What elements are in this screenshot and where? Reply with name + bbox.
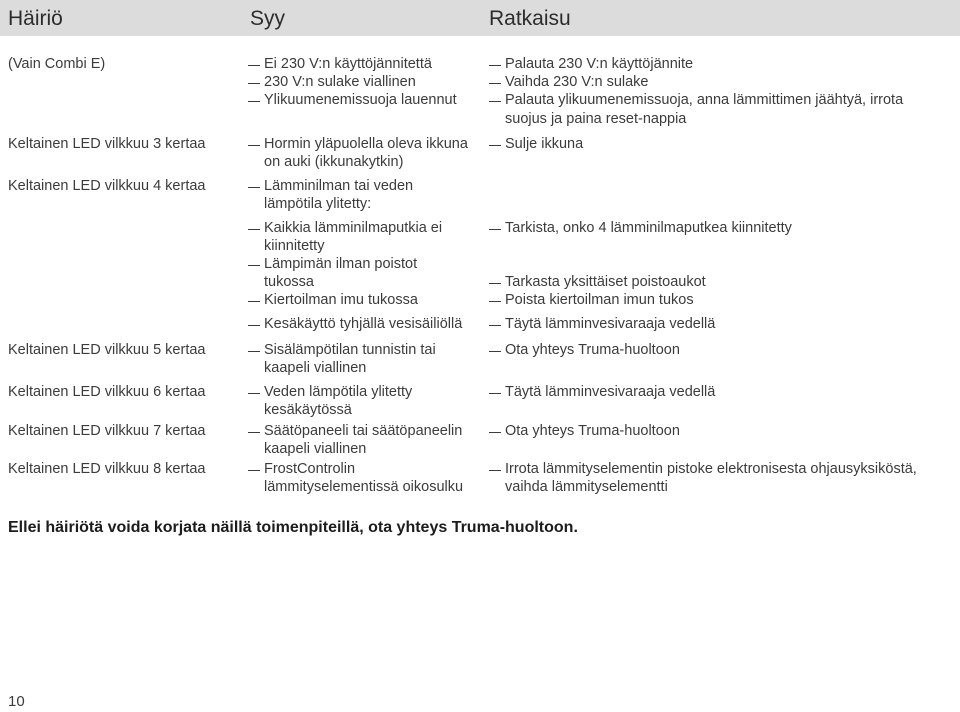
cause-text: Kaikkia lämminilmaputkia ei [264, 220, 443, 236]
bullet-dash [248, 101, 260, 102]
bullet-dash [489, 393, 501, 394]
remedy-text: vaihda lämmityselementti [505, 479, 668, 495]
remedy-text: Täytä lämminvesivaraaja vedellä [505, 384, 716, 400]
cause-text: on auki (ikkunakytkin) [264, 154, 404, 170]
header-fault: Häiriö [8, 7, 63, 30]
remedy-text: suojus ja paina reset-nappia [505, 111, 687, 127]
fault-label: Keltainen LED vilkkuu 8 kertaa [8, 461, 206, 477]
cause-text: Kiertoilman imu tukossa [264, 292, 418, 308]
fault-label: Keltainen LED vilkkuu 3 kertaa [8, 136, 206, 152]
bullet-dash [489, 145, 501, 146]
bullet-dash [489, 351, 501, 352]
cause-text: FrostControlin [264, 461, 356, 477]
bullet-dash [248, 351, 260, 352]
cause-text: Ylikuumenemissuoja lauennut [264, 92, 457, 108]
bullet-dash [248, 229, 260, 230]
bullet-dash [248, 65, 260, 66]
cause-text: kaapeli viallinen [264, 360, 367, 376]
bullet-dash [489, 325, 501, 326]
cause-text: Säätöpaneeli tai säätöpaneelin [264, 423, 463, 439]
cause-text: kesäkäytössä [264, 402, 352, 418]
remedy-text: Täytä lämminvesivaraaja vedellä [505, 316, 716, 332]
bullet-dash [489, 65, 501, 66]
cause-text: lämpötila ylitetty: [264, 196, 372, 212]
fault-label: Keltainen LED vilkkuu 4 kertaa [8, 178, 206, 194]
bullet-dash [489, 301, 501, 302]
remedy-text: Tarkasta yksittäiset poistoaukot [505, 274, 706, 290]
bullet-dash [248, 393, 260, 394]
cause-text: kiinnitetty [264, 238, 325, 254]
bullet-dash [248, 470, 260, 471]
cause-text: 230 V:n sulake viallinen [264, 74, 416, 90]
footer-note: Ellei häiriötä voida korjata näillä toimenpiteillä, ota yhteys Truma-huoltoon. [8, 519, 578, 536]
fault-label: (Vain Combi E) [8, 56, 106, 72]
bullet-dash [489, 229, 501, 230]
fault-label: Keltainen LED vilkkuu 7 kertaa [8, 423, 206, 439]
bullet-dash [248, 432, 260, 433]
cause-text: tukossa [264, 274, 314, 290]
bullet-dash [489, 432, 501, 433]
bullet-dash [248, 187, 260, 188]
remedy-text: Palauta ylikuumenemissuoja, anna lämmittimen jäähtyä, irrota [505, 92, 904, 108]
remedy-text: Palauta 230 V:n käyttöjännite [505, 56, 694, 72]
bullet-dash [248, 145, 260, 146]
header-remedy: Ratkaisu [489, 7, 571, 30]
cause-text: Hormin yläpuolella oleva ikkuna [264, 136, 468, 152]
remedy-text: Irrota lämmityselementin pistoke elektronisesta ohjausyksiköstä, [505, 461, 917, 477]
bullet-dash [489, 283, 501, 284]
cause-text: Kesäkäyttö tyhjällä vesisäiliöllä [264, 316, 463, 332]
cause-text: Veden lämpötila ylitetty [264, 384, 413, 400]
cause-text: Lämminilman tai veden [264, 178, 414, 194]
bullet-dash [489, 101, 501, 102]
page-number: 10 [8, 693, 25, 710]
remedy-text: Vaihda 230 V:n sulake [505, 74, 649, 90]
cause-text: Sisälämpötilan tunnistin tai [264, 342, 436, 358]
cause-text: Ei 230 V:n käyttöjännitettä [264, 56, 432, 72]
bullet-dash [248, 325, 260, 326]
remedy-text: Poista kiertoilman imun tukos [505, 292, 694, 308]
bullet-dash [489, 83, 501, 84]
bullet-dash [489, 470, 501, 471]
bullet-dash [248, 83, 260, 84]
bullet-dash [248, 301, 260, 302]
header-cause: Syy [250, 7, 286, 30]
remedy-text: Ota yhteys Truma-huoltoon [505, 423, 680, 439]
cause-text: Lämpimän ilman poistot [264, 256, 418, 272]
cause-text: kaapeli viallinen [264, 441, 367, 457]
remedy-text: Sulje ikkuna [505, 136, 584, 152]
remedy-text: Tarkista, onko 4 lämminilmaputkea kiinnitetty [505, 220, 792, 236]
bullet-dash [248, 265, 260, 266]
cause-text: lämmityselementissä oikosulku [264, 479, 464, 495]
fault-label: Keltainen LED vilkkuu 5 kertaa [8, 342, 206, 358]
fault-label: Keltainen LED vilkkuu 6 kertaa [8, 384, 206, 400]
remedy-text: Ota yhteys Truma-huoltoon [505, 342, 680, 358]
table-header [0, 0, 960, 36]
